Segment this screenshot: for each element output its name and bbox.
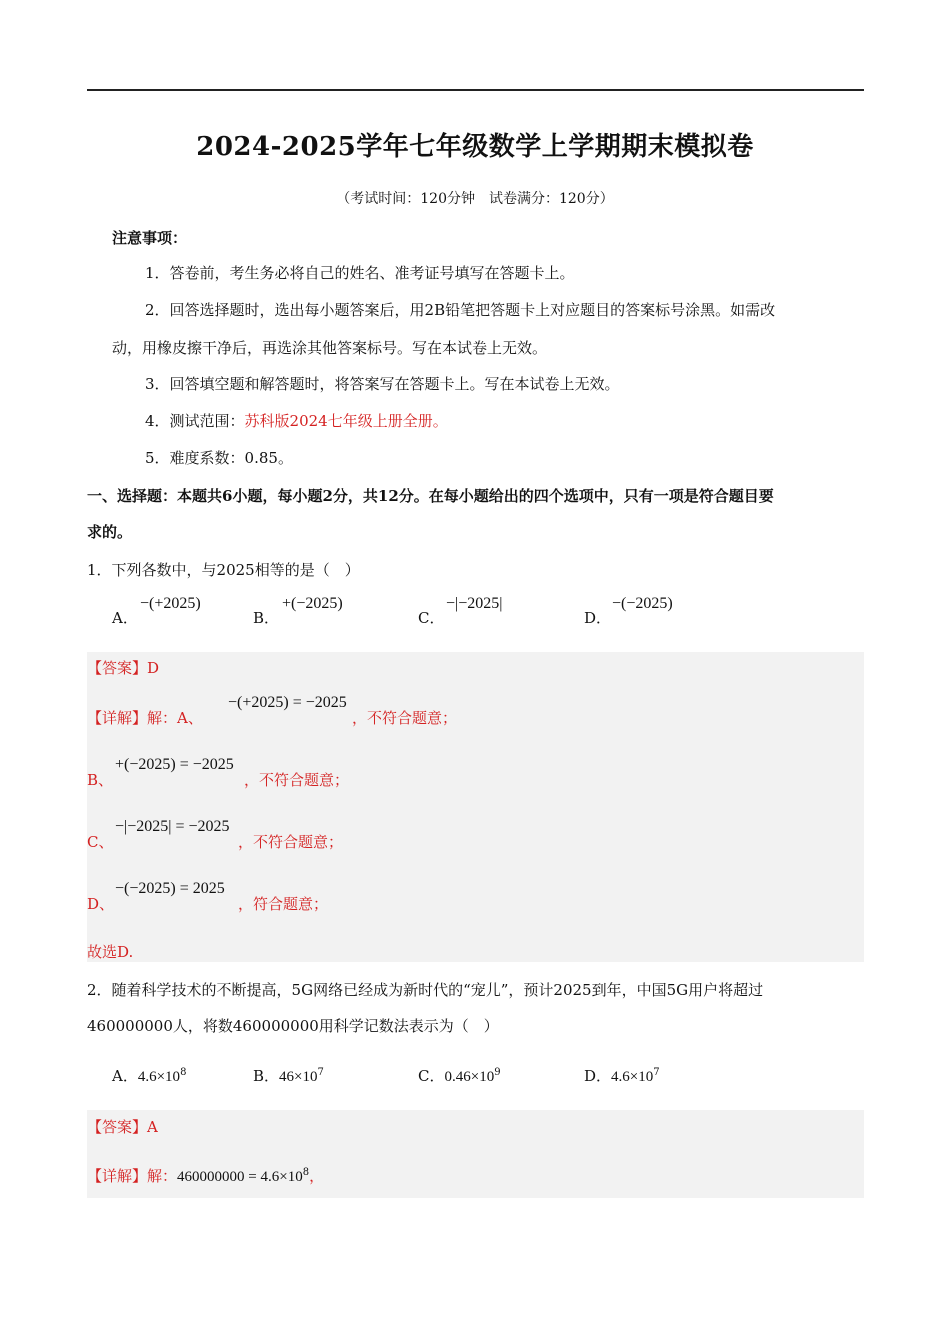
answer-label: 【答案】 <box>87 1118 148 1136</box>
q2-option-c <box>418 1066 501 1087</box>
q2-detail-base: 460000000 = 4.6×10 <box>177 1169 303 1185</box>
q2-detail-end: ， <box>309 1167 325 1185</box>
q2-option-d <box>584 1066 660 1087</box>
q2-option-a-letter: A． <box>112 1067 138 1085</box>
page-title: 2024-2025学年七年级数学上学期期末模拟卷 <box>196 132 754 162</box>
q2-detail-exp: 8 <box>302 1167 310 1178</box>
q1-detail-note-d: ，符合题意； <box>238 895 329 913</box>
section-heading-line1: 一、选择题：本题共6小题，每小题2分，共12分。在每小题给出的四个选项中，只有一项是符合题目要 <box>87 487 774 505</box>
answer-value: A <box>147 1118 158 1136</box>
notice-heading: 注意事项： <box>112 229 188 247</box>
q1-detail-prefix-c: C、 <box>87 833 114 851</box>
detail-intro-text: 解：A、 <box>147 709 203 727</box>
detail-label: 【详解】 <box>87 709 148 727</box>
q2-option-d-exp: 7 <box>653 1067 660 1078</box>
q1-option-c-expr: −|−2025| <box>446 595 503 612</box>
q1-detail-note-b: ，不符合题意； <box>244 771 350 789</box>
q2-option-b-base: 46×10 <box>279 1069 318 1085</box>
section-heading-line2: 求的。 <box>87 523 133 541</box>
q1-detail-prefix-d: D、 <box>87 895 115 913</box>
q2-option-c-exp: 9 <box>494 1067 501 1078</box>
notice-item-4 <box>145 411 448 431</box>
q2-option-c-base: 0.46×10 <box>444 1069 495 1085</box>
exam-info: （考试时间：120分钟 试卷满分：120分） <box>336 191 614 207</box>
notice-item-2: 2．回答选择题时，选出每小题答案后，用2B铅笔把答题卡上对应题目的答案标号涂黑。如需改 <box>145 301 776 319</box>
detail-label: 【详解】 <box>87 1167 148 1185</box>
notice-item-3: 3．回答填空题和解答题时，将答案写在答题卡上。写在本试卷上无效。 <box>145 375 620 393</box>
notice-item-2-cont: 动，用橡皮擦干净后，再选涂其他答案标号。写在本试卷上无效。 <box>112 339 548 357</box>
q2-option-c-letter: C． <box>418 1067 445 1085</box>
q1-option-a-expr: −(+2025) <box>140 595 201 612</box>
q1-detail-expr-c: −|−2025| = −2025 <box>115 818 230 835</box>
q2-option-b <box>253 1066 324 1087</box>
q2-option-b-letter: B． <box>253 1067 280 1085</box>
notice-item-1: 1．答卷前，考生务必将自己的姓名、准考证号填写在答题卡上。 <box>145 264 575 282</box>
q2-stem-line1: 2．随着科学技术的不断提高，5G网络已经成为新时代的“宠儿”，预计2025到年，中国5G用户将超过 <box>87 981 764 999</box>
answer-label: 【答案】 <box>87 659 148 677</box>
q1-detail-expr-d: −(−2025) = 2025 <box>115 880 225 897</box>
q2-detail <box>87 1166 324 1187</box>
q1-option-c-letter: C． <box>418 609 445 627</box>
q1-answer-panel <box>87 652 864 962</box>
q1-detail-note-c: ，不符合题意； <box>238 833 344 851</box>
scope-value: 苏科版2024七年级上册全册。 <box>244 412 448 430</box>
q1-answer <box>87 658 159 678</box>
q1-conclusion: 故选D. <box>87 943 134 961</box>
q2-option-a-exp: 8 <box>180 1067 187 1078</box>
detail-intro-text: 解： <box>147 1167 178 1185</box>
notice-item-5: 5．难度系数：0.85。 <box>145 449 293 467</box>
q1-stem: 1．下列各数中，与2025相等的是（ ） <box>87 561 360 579</box>
q1-option-d-letter: D． <box>584 609 612 627</box>
q1-option-a-letter: A． <box>112 609 138 627</box>
q2-option-a <box>112 1066 186 1087</box>
q2-option-b-exp: 7 <box>317 1067 324 1078</box>
q1-detail-prefix-b: B、 <box>87 771 114 789</box>
q1-option-b-expr: +(−2025) <box>282 595 343 612</box>
q2-option-d-letter: D． <box>584 1067 612 1085</box>
answer-value: D <box>147 659 160 677</box>
top-rule <box>87 89 864 91</box>
q1-detail-expr-a: −(+2025) = −2025 <box>228 694 347 711</box>
q2-option-d-base: 4.6×10 <box>611 1069 654 1085</box>
q1-detail-note-a: ，不符合题意； <box>352 709 458 727</box>
q1-detail-expr-b: +(−2025) = −2025 <box>115 756 234 773</box>
q1-detail-intro <box>87 708 203 728</box>
q2-stem-line2: 460000000人，将数460000000用科学记数法表示为（ ） <box>87 1017 499 1035</box>
scope-label: 4．测试范围： <box>145 412 245 430</box>
q2-answer <box>87 1117 158 1137</box>
q1-option-b-letter: B． <box>253 609 280 627</box>
q2-option-a-base: 4.6×10 <box>137 1069 181 1085</box>
q1-option-d-expr: −(−2025) <box>612 595 673 612</box>
